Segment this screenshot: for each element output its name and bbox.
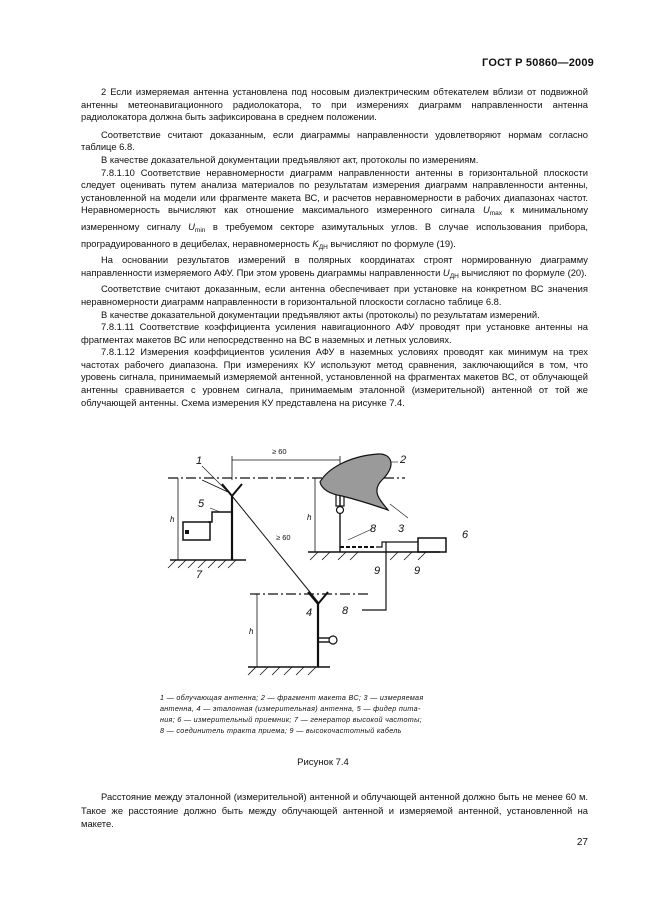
paragraph-7-8-1-12: 7.8.1.12 Измерения коэффициентов усиления АФУ в наземных условиях проводят как минимум на трех частотах рабочего диапазона. При измерениях КУ используют метод сравнения, заключающийся в том, что уровень сигнала, принимаемый измеряемой антенной, установленной на фрагментах макетов ВС, от облучающей антенны сравнивается с уровнем сигнала, принимаемым эталонной (измерительной) антенной от той же облучающей антенны. Схема измерения КУ представлена на рисунке 7.4. [81, 346, 588, 408]
label-4: 4 [306, 607, 313, 619]
paragraph: Соответствие считают доказанным, если диаграммы направленности удовлетворяют нормам согласно таблице 6.8. [81, 128, 588, 153]
note-paragraph: 2 Если измеряемая антенна установлена под носовым диэлектрическим обтекателем вблизи от подвижной антенны метеонавигационного радиолокатора, то при измерениях диаграмм направленности антенна радиолокатора должна быть зафиксирована в среднем положении. [81, 86, 588, 123]
paragraph: Расстояние между эталонной (измерительной) антенной и облучающей антенной должно быть не менее 60 м. Такое же расстояние должно быть между облучающей антенной и измеряемой антенной, установленной на макете. [81, 791, 588, 829]
legend-line: 1 — облучающая антенна; 2 — фрагмент макета ВС; 3 — измеряемая [160, 693, 424, 702]
measurement-diagram [150, 432, 490, 682]
figure-title: Рисунок 7.4 [297, 757, 349, 768]
height-label: h [249, 627, 254, 636]
paragraph-7-8-1-11: 7.8.1.11 Соответствие коэффициента усиления навигационного АФУ проводят при установке антенны на фрагментах макетов ВС или непосредственно на ВС в наземных и летных условиях. [81, 321, 588, 345]
figure-legend [160, 692, 490, 736]
connector-icon [337, 507, 344, 514]
paragraph: В качестве доказательной документации предъявляют акты (протоколы) по результатам измерений. [101, 308, 540, 320]
height-label: h [307, 513, 312, 522]
legend-line: антенна, 4 — эталонная (измерительная) антенна, 5 — фидер пита- [160, 704, 421, 713]
closing-text [81, 790, 588, 831]
legend-line: ния; 6 — измерительный приемник; 7 — генератор высокой частоты; [160, 715, 422, 724]
label-1: 1 [196, 455, 203, 467]
paragraph-7-8-1-10: 7.8.1.10 Соответствие неравномерности диаграмм направленности антенны в горизонтальной плоскости следует оценивать путем анализа материалов по результатам измерения диаграмм направленности антенны, установленной на модели или фрагменте макета ВС, и расчетов неравномерности в рабочих диапазонах частот. Неравномерность вычисляют как отношение максимального измеренного сигнала $U_{max}$ к минимальному измеренному сигналу $U_{min}$ в требуемом секторе азимутальных углов. В случае использования прибора, проградуированного в децибелах, неравномерность $K_{ДН}$ вычисляют по формуле (19). [81, 166, 589, 251]
connector-icon [329, 636, 337, 644]
height-label: h [170, 515, 175, 524]
label-3: 3 [398, 523, 405, 535]
paragraph: Соответствие считают доказанным, если антенна обеспечивает при установке на конкретном ВС значения неравномерности диаграмм направленности в горизонтальной плоскости согласно таблице 6.8. [81, 283, 588, 307]
label-9: 9 [414, 565, 421, 577]
label-8: 8 [342, 605, 349, 617]
main-text [81, 86, 588, 409]
paragraph: На основании результатов измерений в полярных координатах строят нормированную диаграмму направленности измеряемого АФУ. При этом уровень диаграммы направленности $U_{ДН}$ вычисляют по формуле (20). [81, 254, 588, 280]
label-8: 8 [370, 523, 377, 535]
label-2: 2 [400, 454, 407, 466]
standard-code: ГОСТ Р 50860—2009 [482, 57, 594, 69]
paragraph: В качестве доказательной документации предъявляют акт, протоколы по измерениям. [101, 153, 479, 165]
distance-label: ≥ 60 [276, 533, 291, 542]
label-6: 6 [462, 529, 469, 541]
label-7: 7 [196, 569, 203, 581]
label-5: 5 [198, 498, 205, 510]
label-9: 9 [374, 565, 381, 577]
aircraft-fragment-shape [320, 454, 391, 510]
distance-label: ≥ 60 [272, 447, 287, 456]
page-number: 27 [576, 837, 588, 848]
legend-line: 8 — соединитель тракта приема; 9 — высокочастотный кабель [160, 726, 402, 735]
